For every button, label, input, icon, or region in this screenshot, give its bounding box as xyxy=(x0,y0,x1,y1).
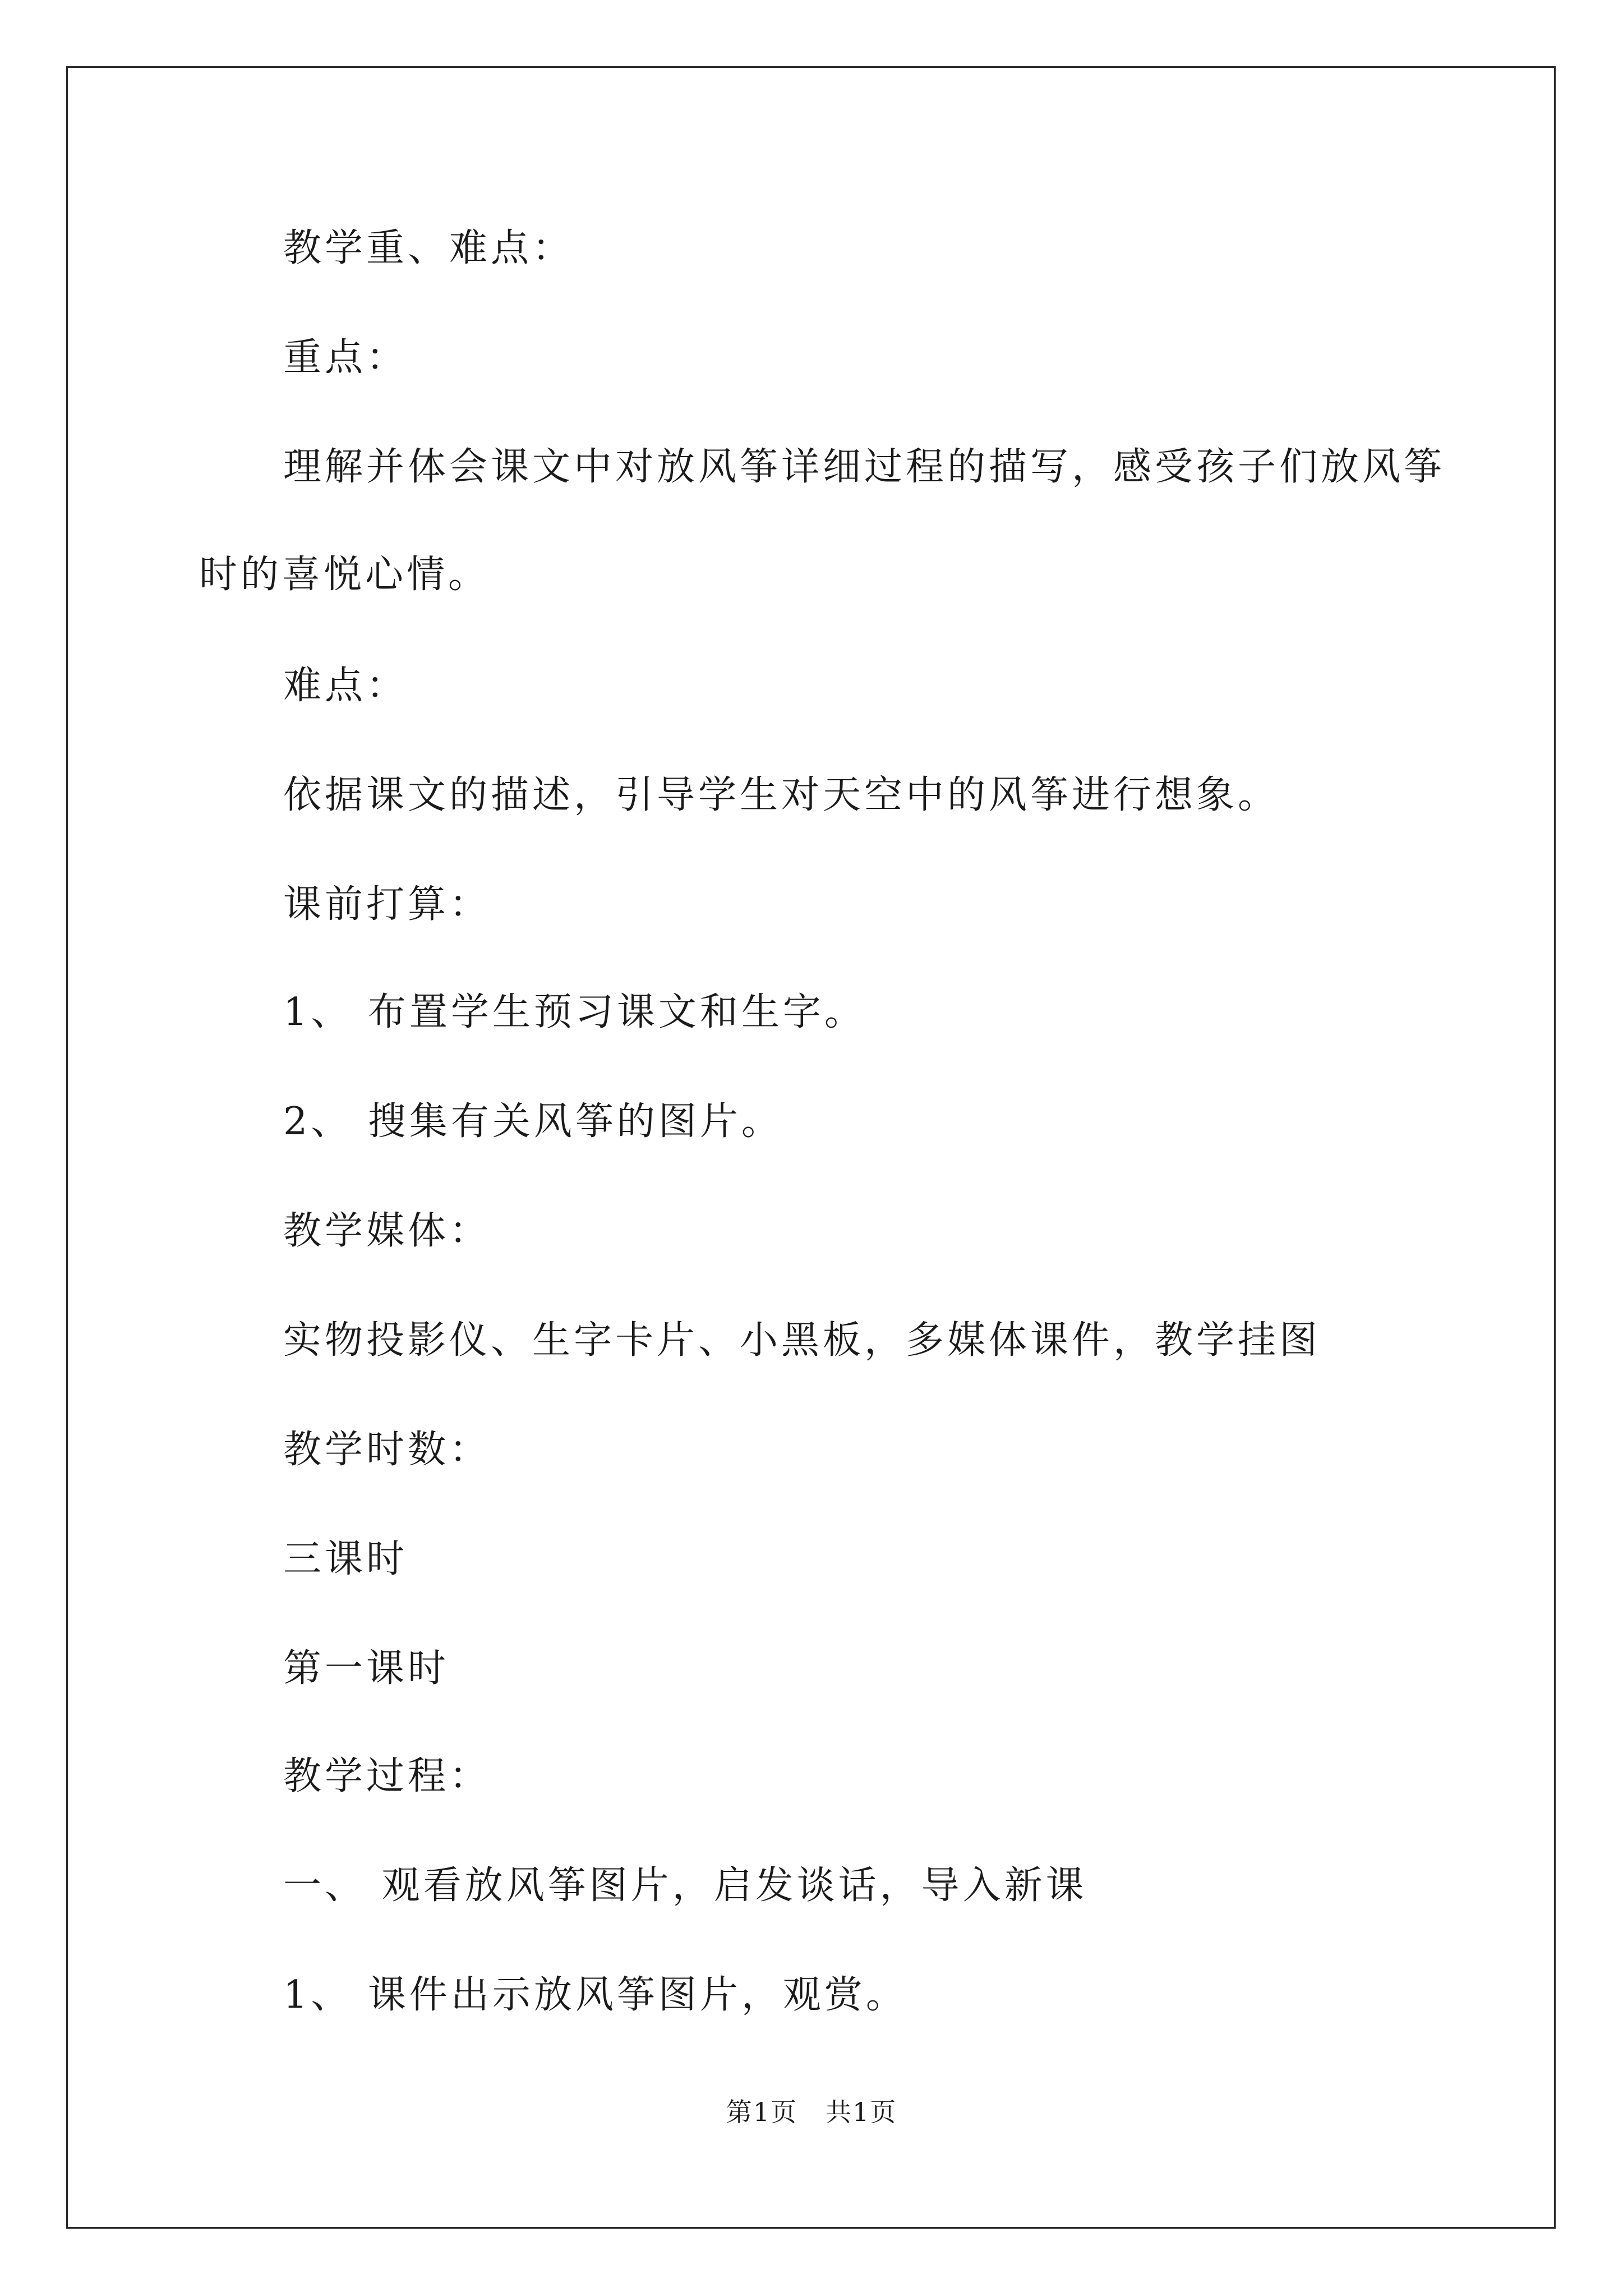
paragraph-hours-label: 教学时数： xyxy=(283,1428,491,1472)
paragraph-process-label: 教学过程： xyxy=(283,1754,491,1798)
paragraph-key-point-label: 重点： xyxy=(283,335,408,380)
paragraph-key-point-text-cont: 时的喜悦心情。 xyxy=(199,553,490,597)
paragraph-heading-key-points: 教学重、难点： xyxy=(283,226,574,270)
paragraph-media-text: 实物投影仪、生字卡片、小黑板，多媒体课件，教学挂图 xyxy=(283,1318,1321,1363)
list-item-preparation-1: 1、 布置学生预习课文和生字。 xyxy=(283,990,866,1034)
paragraph-difficulty-text: 依据课文的描述，引导学生对天空中的风筝进行想象。 xyxy=(283,773,1280,817)
list-item-preparation-2: 2、 搜集有关风筝的图片。 xyxy=(283,1099,783,1144)
page-number-current: 第1页 xyxy=(726,2097,797,2127)
paragraph-key-point-text: 理解并体会课文中对放风筝详细过程的描写，感受孩子们放风筝 xyxy=(283,445,1446,489)
list-item-process-step-1: 1、 课件出示放风筝图片，观赏。 xyxy=(283,1973,907,2017)
paragraph-difficulty-label: 难点： xyxy=(283,664,408,708)
list-item-process-section-1: 一、 观看放风筝图片，启发谈话，导入新课 xyxy=(283,1864,1087,1908)
page-footer xyxy=(0,2095,1623,2129)
page-number-total: 共1页 xyxy=(826,2097,897,2127)
paragraph-first-lesson: 第一课时 xyxy=(283,1646,450,1691)
paragraph-media-label: 教学媒体： xyxy=(283,1209,491,1253)
paragraph-preparation-label: 课前打算： xyxy=(283,882,491,927)
paragraph-hours-text: 三课时 xyxy=(283,1537,408,1581)
